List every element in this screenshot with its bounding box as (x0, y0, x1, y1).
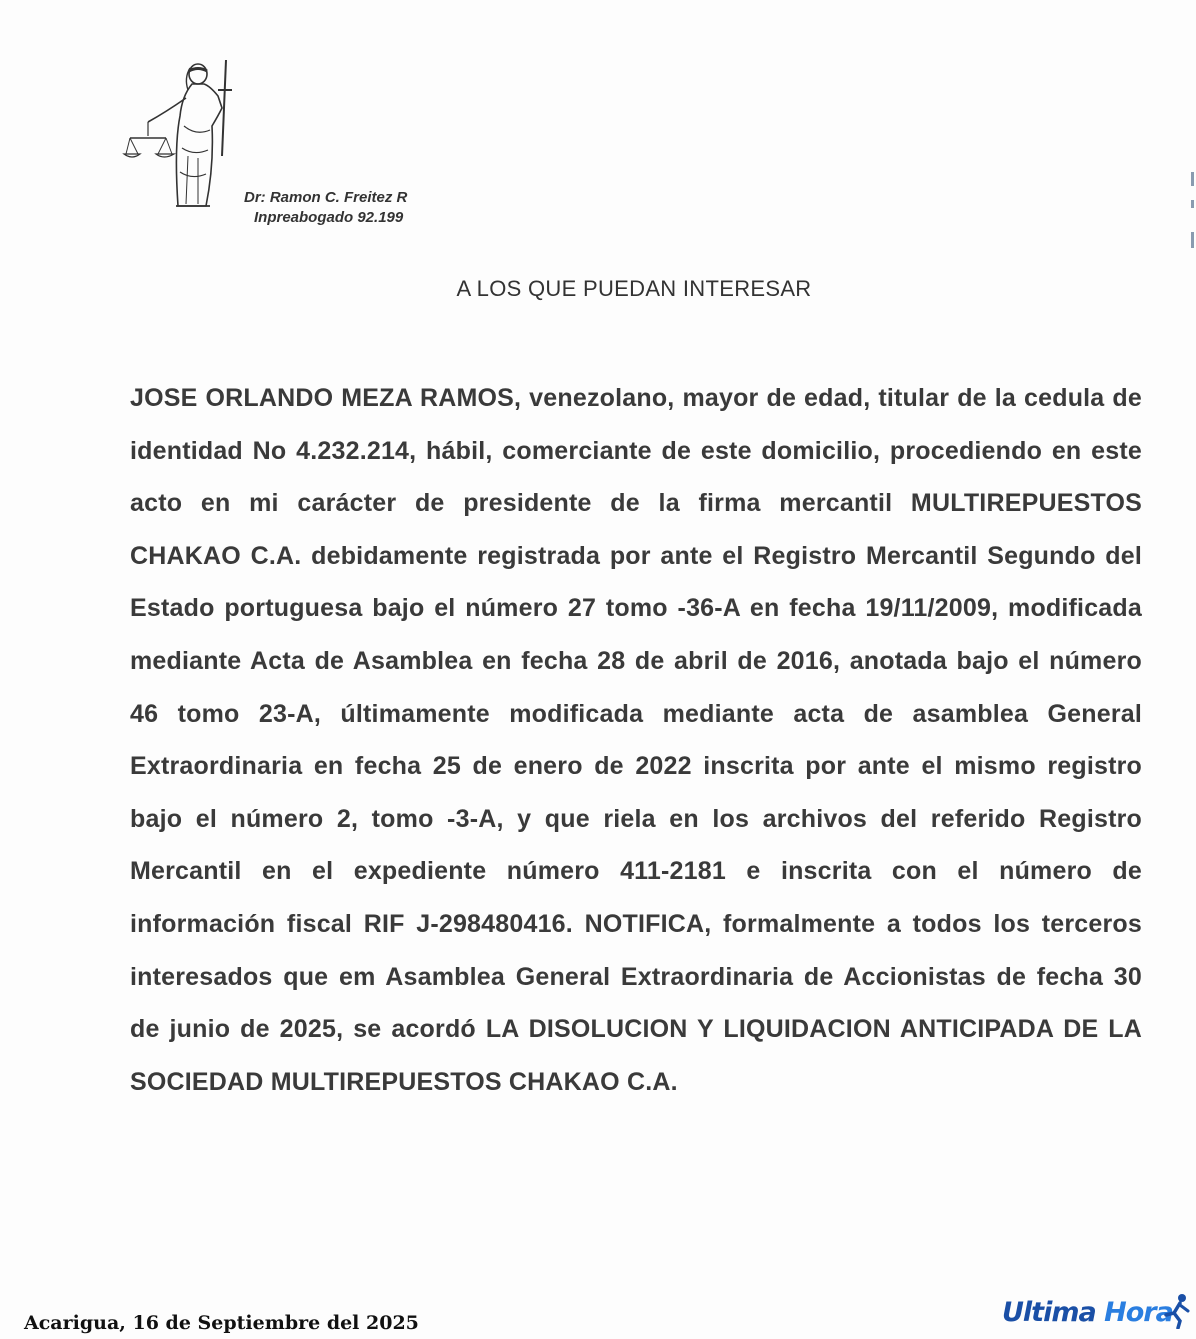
scan-edge-mark (1191, 200, 1194, 208)
ultima-hora-logo (1002, 1293, 1192, 1333)
lady-justice-icon (122, 56, 242, 208)
document-heading: A LOS QUE PUEDAN INTERESAR (456, 276, 812, 301)
footer-date-line: Acarigua, 16 de Septiembre del 2025 (24, 1312, 419, 1334)
notice-paragraph: JOSE ORLANDO MEZA RAMOS, venezolano, mayor de edad, titular de la cedula de identidad No 4.232.214, hábil, comerciante de este domicilio, procediendo en este acto en mi carácter de presidente de la firma mercantil MULTIREPUESTOS CHAKAO C.A. debidamente registrada por ante el Registro Mercantil Segundo del Estado portuguesa bajo el número 27 tomo -36-A en fecha 19/11/2009, modificada mediante Acta de Asamblea en fecha 28 de abril de 2016, anotada bajo el número 46 tomo 23-A, últimamente modificada mediante acta de asamblea General Extraordinaria en fecha 25 de enero de 2022 inscrita por ante el mismo registro bajo el número 2, tomo -3-A, y que riela en los archivos del referido Registro Mercantil en el expediente número 411-2181 e inscrita con el número de información fiscal RIF J-298480416. NOTIFICA, formalmente a todos los terceros interesados que em Asamblea General Extraordinaria de Accionistas de fecha 30 de junio de 2025, se acordó LA DISOLUCION Y LIQUIDACION ANTICIPADA DE LA SOCIEDAD MULTIREPUESTOS CHAKAO C.A. (130, 384, 1142, 1096)
lawyer-registration: Inpreabogado 92.199 (254, 209, 404, 226)
scan-edge-mark (1191, 232, 1194, 248)
lawyer-name: Dr: Ramon C. Freitez R (244, 189, 408, 206)
brand-wordmark (1002, 1297, 1173, 1328)
running-figure-icon (1162, 1293, 1190, 1329)
lawyer-letterhead (244, 188, 407, 228)
scan-edge-mark (1191, 172, 1194, 186)
brand-word-1: Ultima (1002, 1297, 1105, 1328)
brand-word-2: Hora (1104, 1297, 1173, 1328)
